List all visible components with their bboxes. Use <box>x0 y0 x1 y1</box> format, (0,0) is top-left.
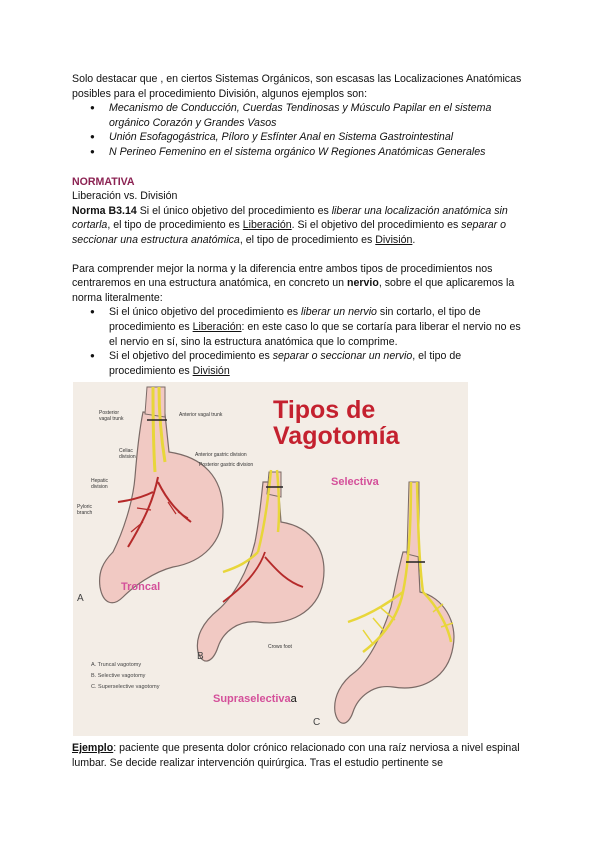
letter-c: C <box>313 717 321 728</box>
text-run: Si el objetivo del procedimiento es <box>109 350 273 363</box>
esophagus-a <box>145 387 165 417</box>
vagotomy-figure <box>73 382 468 736</box>
figure-legend <box>91 660 159 693</box>
text-run-underlined: Liberación <box>192 320 242 333</box>
text-run: sin cortarlo, el tipo de procedimiento es <box>109 306 481 333</box>
label-suffix: a <box>290 693 297 705</box>
figure-title-line1: Tipos de <box>273 396 376 424</box>
text-run: : paciente que presenta dolor crónico relacionado con una raíz nerviosa a nivel espinal lumbar. Se decide realizar intervención quirúrgica. Tras el estudio pertinente se <box>72 742 520 769</box>
legend-item: A. Truncal vagotomy <box>91 662 142 668</box>
anno-hepatic: Hepatic division <box>91 478 108 490</box>
text-run: Si el único objetivo del procedimiento es <box>109 306 301 319</box>
legend-item: B. Selective vagotomy <box>91 673 146 679</box>
text-run-italic: separar o seccionar un nervio <box>272 350 413 363</box>
text-run: . Si el objetivo del procedimiento es <box>291 219 462 232</box>
legend-item: C. Superselective vagotomy <box>91 684 160 690</box>
anno-posterior-gastric: Posterior gastric division <box>199 462 254 468</box>
explain-bullet-list <box>72 305 528 378</box>
norma-label: Norma B3.14 <box>72 204 137 217</box>
anno-anterior-vagal: Anterior vagal trunk <box>179 412 223 418</box>
anno-posterior-vagal: Posterior vagal trunk <box>99 410 124 422</box>
label-supraselectiva-wrap <box>213 692 297 707</box>
letter-b: B <box>197 651 204 662</box>
document-body <box>72 72 528 378</box>
stomach-c <box>335 552 454 723</box>
list-item <box>72 349 528 378</box>
anno-pyloric: Pyloric branch <box>77 504 93 516</box>
text-run: Si el único objetivo del procedimiento es <box>136 204 332 217</box>
text-run-underlined: Liberación <box>242 219 292 232</box>
text-run-underlined: División <box>375 233 413 246</box>
norma-paragraph <box>72 204 528 248</box>
list-item: ● Mecanismo de Conducción, Cuerdas Tendinosas y Músculo Papilar en el sistema orgánico Corazón y Grandes Vasos <box>72 101 528 130</box>
label-selectiva: Selectiva <box>331 476 379 488</box>
list-item: ● Unión Esofagogástrica, Píloro y Esfínter Anal en Sistema Gastrointestinal <box>72 130 528 145</box>
section-heading: NORMATIVA <box>72 175 135 188</box>
text-run: , el tipo de procedimiento es <box>239 233 376 246</box>
text-run: . <box>412 233 416 246</box>
text-run: , el tipo de procedimiento es <box>107 219 243 232</box>
text-run-italic: liberar un nervio <box>300 306 377 319</box>
section-subheading: Liberación vs. División <box>72 190 178 203</box>
text-run: Para comprender mejor la norma y la diferencia entre ambos tipos de procedimientos nos centraremos en una estructura anatómica, en concreto un <box>72 262 493 290</box>
text-run: : en este caso lo que se cortaría para liberar el nervio no es el nervio en sí, sino la estructura anatómica que lo comprime. <box>109 320 521 348</box>
anno-crows-foot: Crows foot <box>268 644 292 650</box>
ejemplo-paragraph <box>72 741 528 770</box>
figure-title-line2: Vagotomía <box>273 422 400 450</box>
text-run-italic: liberar una localización anatómica sin cortarla <box>72 204 508 232</box>
text-run-underlined: División <box>192 364 230 377</box>
label-supraselectiva: Supraselectiva <box>213 693 291 705</box>
intro-bullet-list <box>72 101 528 159</box>
text-run: , el tipo de procedimiento es <box>109 350 462 377</box>
list-item <box>72 305 528 349</box>
ejemplo-label: Ejemplo <box>72 742 114 754</box>
anno-anterior-gastric: Anterior gastric division <box>195 452 247 458</box>
anno-celiac: Celiac division <box>119 448 136 460</box>
explain-paragraph <box>72 262 528 306</box>
text-run-bold: nervio <box>347 277 379 290</box>
intro-paragraph: Solo destacar que , en ciertos Sistemas Orgánicos, son escasas las Localizaciones Anatómicas posibles para el procedimiento División, algunos ejemplos son: <box>72 73 522 100</box>
letter-a: A <box>77 593 84 604</box>
text-run: , sobre el que aplicaremos la norma literalmente: <box>72 277 515 304</box>
label-troncal: Troncal <box>121 581 161 593</box>
list-item: ● N Perineo Femenino en el sistema orgánico W Regiones Anatómicas Generales <box>72 145 528 160</box>
text-run-italic: separar o seccionar una estructura anatómica <box>72 219 507 246</box>
